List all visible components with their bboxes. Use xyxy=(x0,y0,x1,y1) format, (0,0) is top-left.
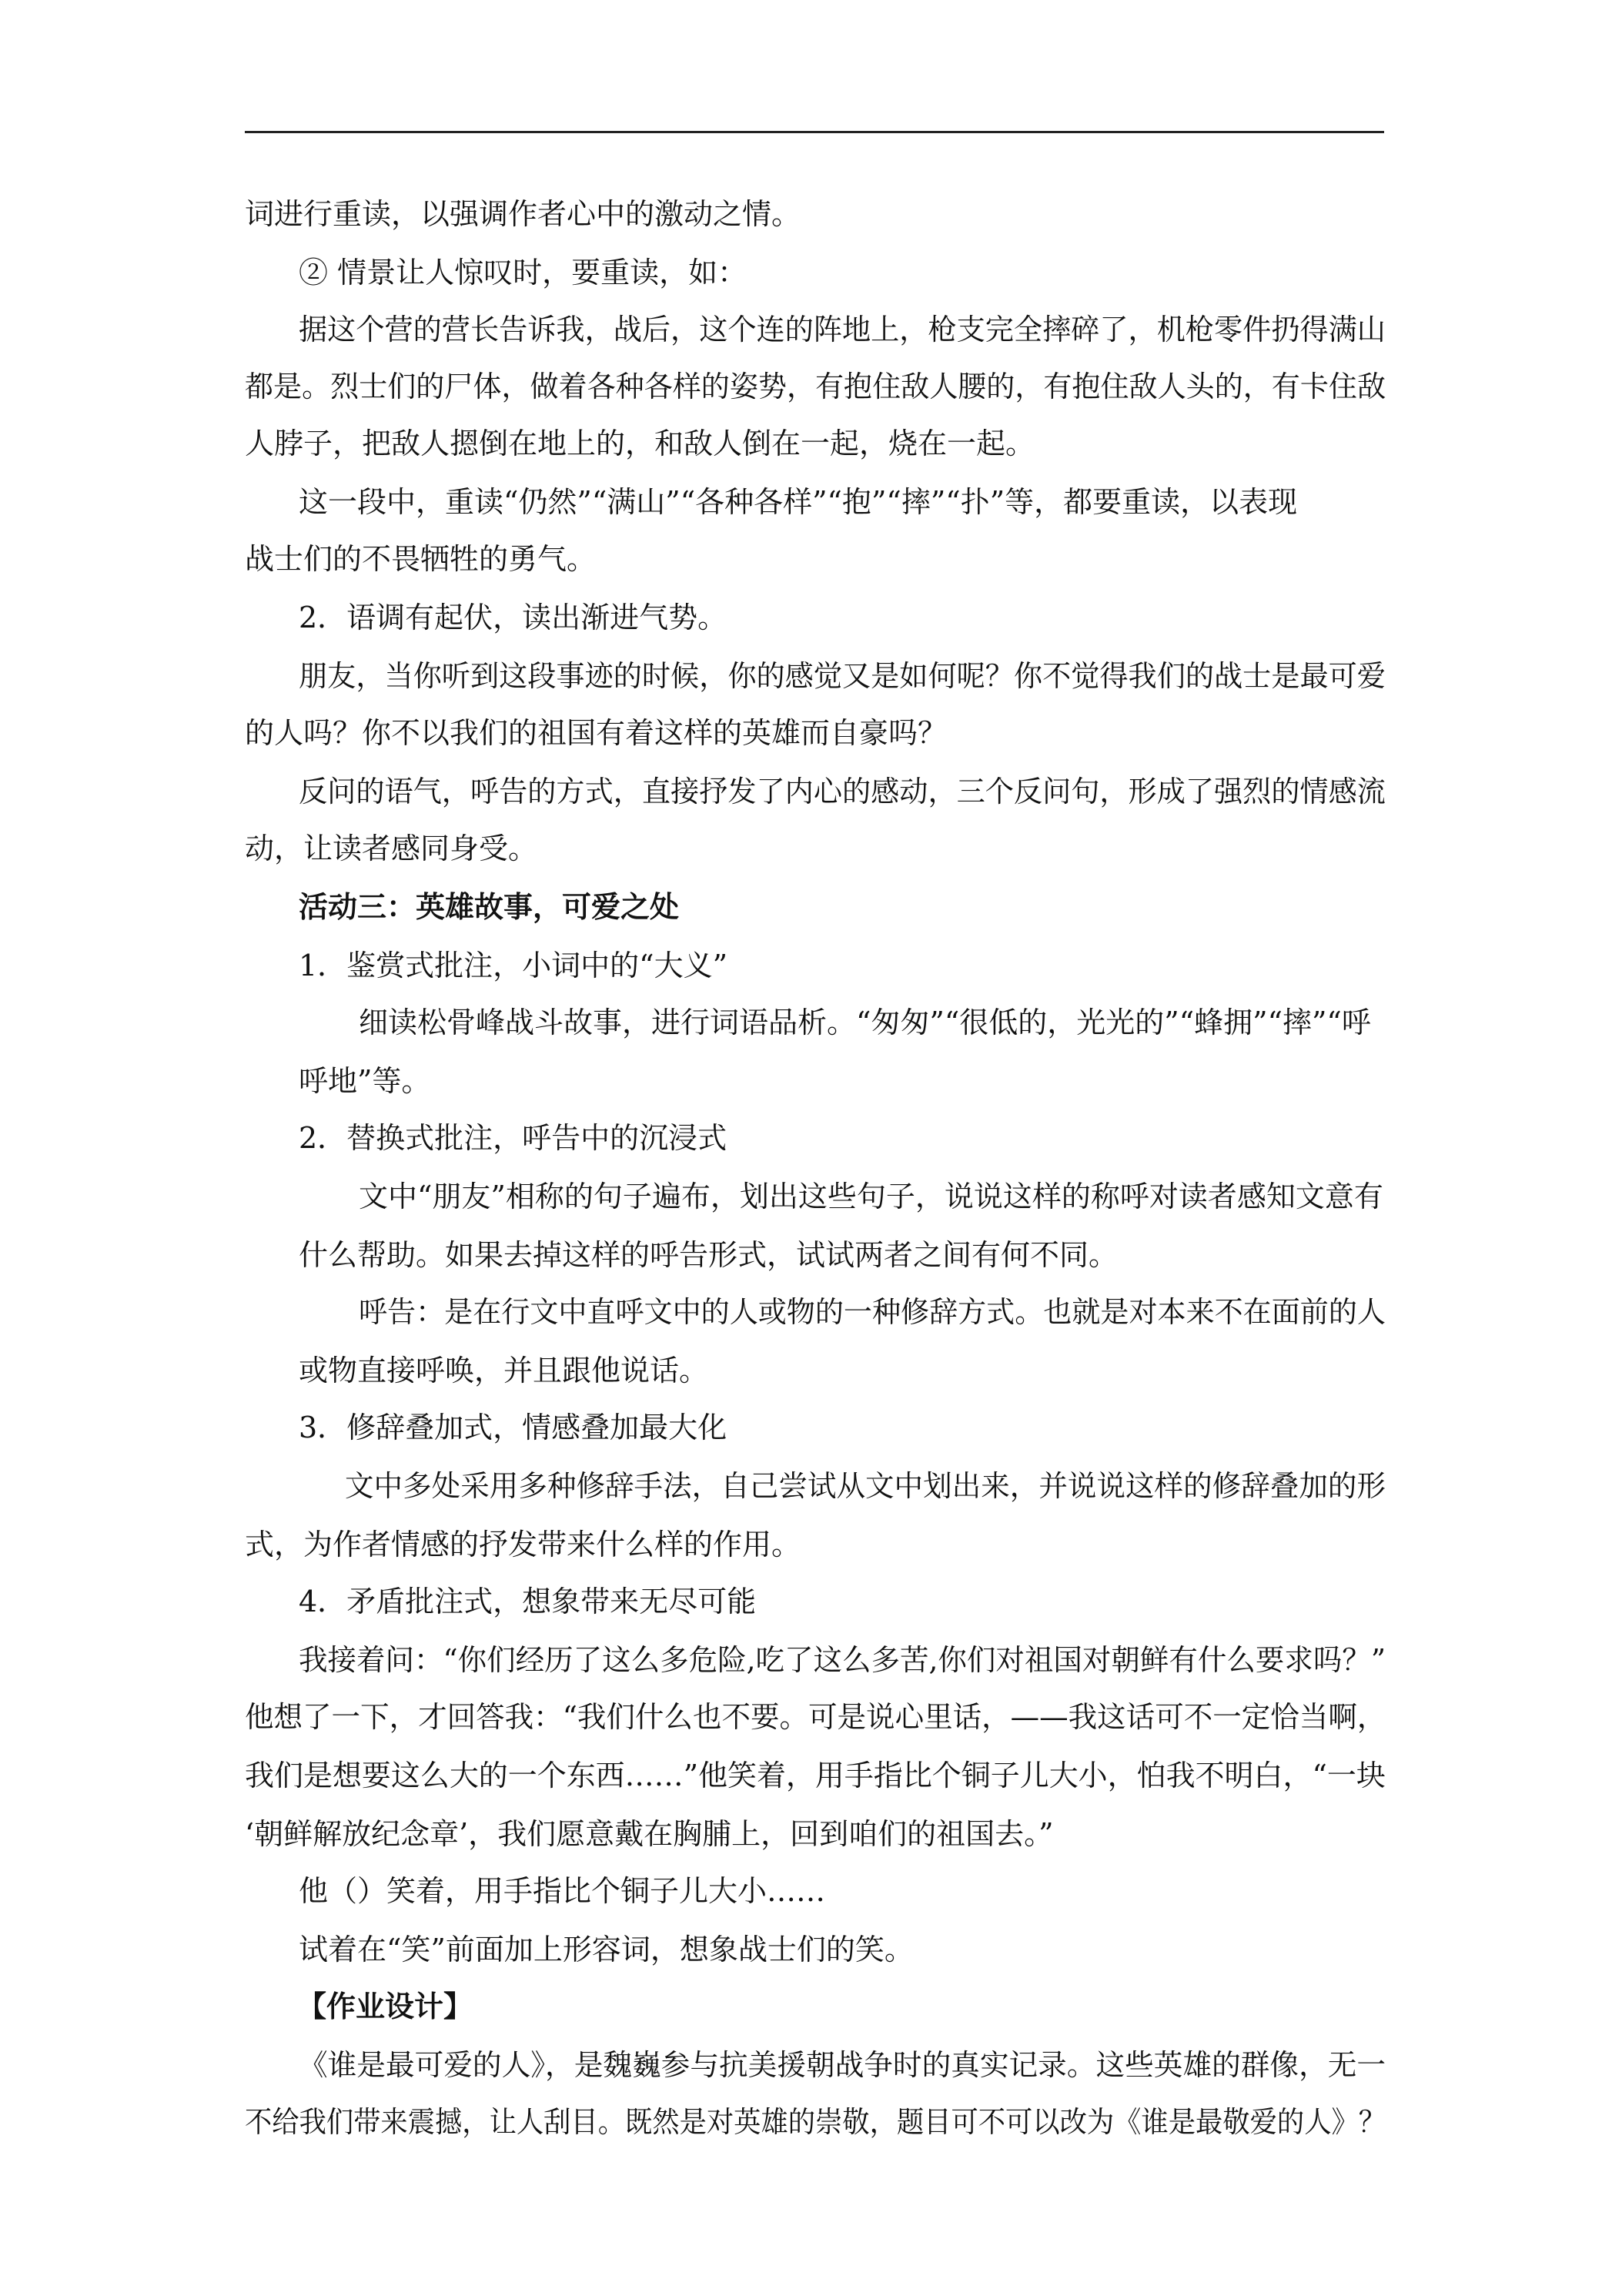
paragraph-line: 细读松骨峰战斗故事，进行词语品析。“匆匆”“很低的，光光的”“蜂拥”“摔”“呼 xyxy=(359,1006,1371,1039)
paragraph-line: 动，让读者感同身受。 xyxy=(245,832,538,865)
paragraph-line: 什么帮助。如果去掉这样的呼告形式，试试两者之间有何不同。 xyxy=(299,1238,1119,1272)
subheading: 1．鉴赏式批注，小词中的“大义” xyxy=(299,949,728,982)
header-rule xyxy=(245,131,1384,133)
paragraph-line: 或物直接呼唤，并且跟他说话。 xyxy=(299,1354,709,1387)
subheading: 3．修辞叠加式，情感叠加最大化 xyxy=(299,1411,727,1444)
paragraph-line: 反问的语气，呼告的方式，直接抒发了内心的感动，三个反问句，形成了强烈的情感流 xyxy=(299,775,1386,808)
paragraph-line: 这一段中，重读“仍然”“满山”“各种各样”“抱”“摔”“扑”等，都要重读，以表现 xyxy=(299,485,1298,519)
subheading: 2．替换式批注，呼告中的沉浸式 xyxy=(299,1121,727,1155)
paragraph-line: 2．语调有起伏，读出渐进气势。 xyxy=(299,601,727,634)
paragraph-line: 呼地”等。 xyxy=(299,1064,431,1098)
quote-line: 我们是想要这么大的一个东西……”他笑着，用手指比个铜子儿大小，怕我不明白，“一块 xyxy=(245,1759,1386,1792)
paragraph-line: 战士们的不畏牺牲的勇气。 xyxy=(245,542,597,576)
quote-line: 我接着问：“你们经历了这么多危险,吃了这么多苦,你们对祖国对朝鲜有什么要求吗？” xyxy=(299,1643,1386,1677)
quote-line: 他想了一下，才回答我：“我们什么也不要。可是说心里话，——我这话可不一定恰当啊， xyxy=(245,1700,1386,1734)
quote-line: 都是。烈士们的尸体，做着各种各样的姿势，有抱住敌人腰的，有抱住敌人头的，有卡住敌 xyxy=(245,370,1386,403)
paragraph-line: 文中多处采用多种修辞手法，自己尝试从文中划出来，并说说这样的修辞叠加的形 xyxy=(345,1469,1386,1503)
paragraph-line: 文中“朋友”相称的句子遍布，划出这些句子，说说这样的称呼对读者感知文意有 xyxy=(359,1180,1383,1213)
section-heading: 活动三：英雄故事，可爱之处 xyxy=(299,889,680,924)
paragraph-line: 词进行重读，以强调作者心中的激动之情。 xyxy=(245,197,801,231)
subheading: 4．矛盾批注式，想象带来无尽可能 xyxy=(299,1585,757,1618)
paragraph-line: 呼告：是在行文中直呼文中的人或物的一种修辞方式。也就是对本来不在面前的人 xyxy=(359,1295,1386,1329)
paragraph-line: ② 情景让人惊叹时，要重读，如： xyxy=(299,256,747,290)
paragraph-line: 不给我们带来震撼，让人刮目。既然是对英雄的崇敬，题目可不可以改为《谁是最敬爱的人》？ xyxy=(245,2105,1386,2139)
paragraph-line: 试着在“笑”前面加上形容词，想象战士们的笑。 xyxy=(299,1933,914,1966)
quote-line: 朋友，当你听到这段事迹的时候，你的感觉又是如何呢？你不觉得我们的战士是最可爱 xyxy=(299,659,1386,693)
homework-heading: 【作业设计】 xyxy=(297,1989,473,2023)
paragraph-line: 他（）笑着，用手指比个铜子儿大小…… xyxy=(299,1874,826,1908)
paragraph-line: 式，为作者情感的抒发带来什么样的作用。 xyxy=(245,1528,801,1561)
quote-line: ‘朝鲜解放纪念章’，我们愿意戴在胸脯上，回到咱们的祖国去。” xyxy=(245,1817,1054,1851)
paragraph-line: 《谁是最可爱的人》，是魏巍参与抗美援朝战争时的真实记录。这些英雄的群像，无一 xyxy=(299,2048,1386,2082)
quote-line: 据这个营的营长告诉我，战后，这个连的阵地上，枪支完全摔碎了，机枪零件扔得满山 xyxy=(299,313,1386,346)
quote-line: 的人吗？你不以我们的祖国有着这样的英雄而自豪吗？ xyxy=(245,716,948,750)
quote-line: 人脖子，把敌人摁倒在地上的，和敌人倒在一起，烧在一起。 xyxy=(245,427,1035,460)
